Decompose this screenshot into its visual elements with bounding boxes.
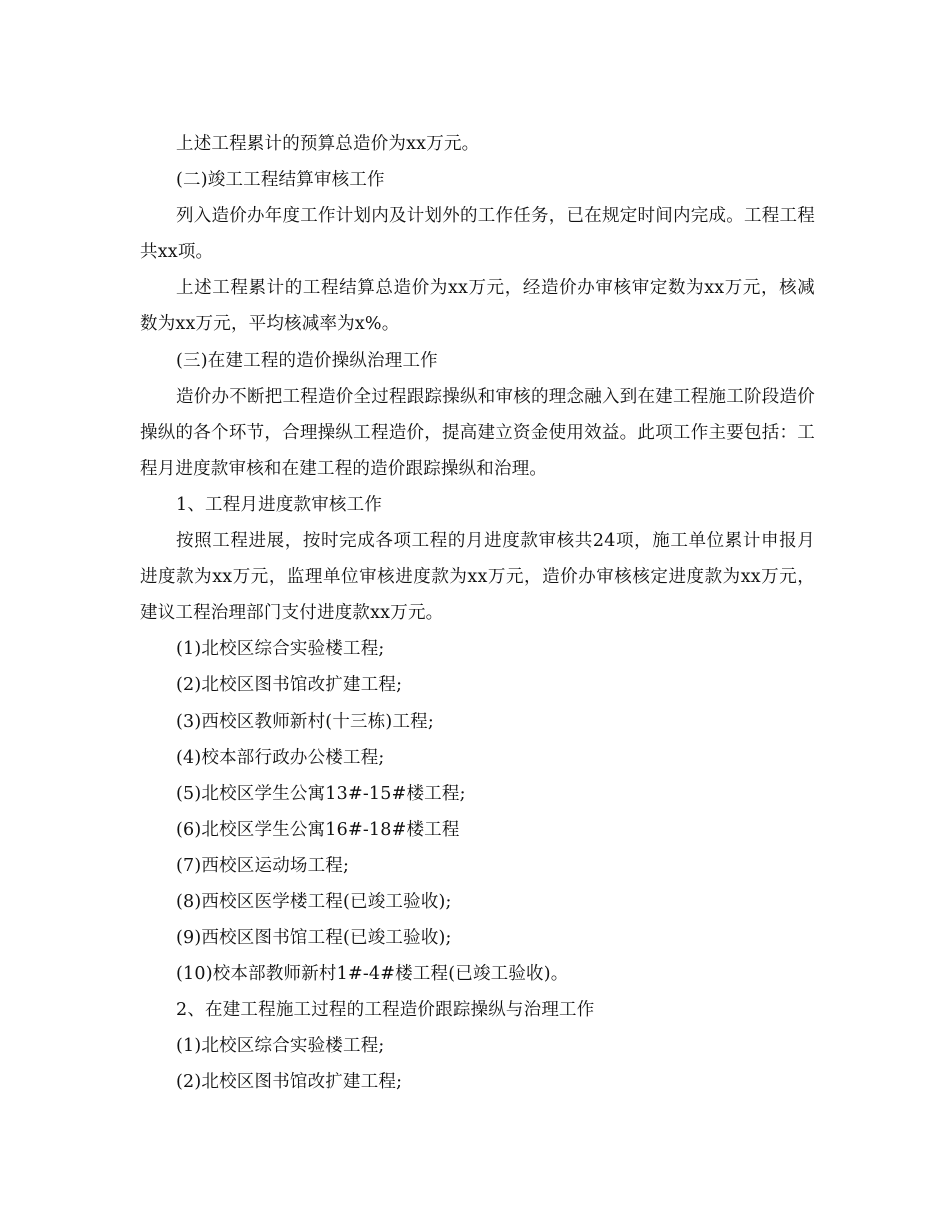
list-item: (9)西校区图书馆工程(已竣工验收);	[176, 928, 452, 949]
list-item: (6)北校区学生公寓16#-18#楼工程	[176, 819, 460, 840]
list-item: (3)西校区教师新村(十三栋)工程;	[176, 711, 434, 732]
list-item: (4)校本部行政办公楼工程;	[176, 747, 385, 768]
paragraph-task-completion: 列入造价办年度工作计划内及计划外的工作任务，已在规定时间内完成。工程工程共xx项。	[140, 206, 815, 263]
list-item: (1)北校区综合实验楼工程;	[176, 1036, 385, 1057]
list-item: (5)北校区学生公寓13#-15#楼工程;	[176, 783, 466, 804]
heading-completed-settlement: (二)竣工工程结算审核工作	[176, 170, 385, 191]
list-item: (2)北校区图书馆改扩建工程;	[176, 675, 403, 696]
heading-monthly-progress-review: 1、工程月进度款审核工作	[176, 494, 383, 515]
heading-construction-tracking: 2、在建工程施工过程的工程造价跟踪操纵与治理工作	[176, 1000, 595, 1021]
paragraph-settlement-total: 上述工程累计的工程结算总造价为xx万元，经造价办审核审定数为xx万元，核减数为xx万元，平均核减率为x%。	[140, 278, 815, 335]
paragraph-budget-total: 上述工程累计的预算总造价为xx万元。	[176, 134, 480, 154]
paragraph-monthly-progress-detail: 按照工程进展，按时完成各项工程的月进度款审核共24项，施工单位累计申报月进度款为xx万元，监理单位审核进度款为xx万元，造价办审核核定进度款为xx万元，建议工程治理部门支付进度款xx万元。	[140, 531, 815, 624]
list-item: (7)西校区运动场工程;	[176, 855, 350, 876]
document-body	[140, 126, 815, 1101]
heading-construction-cost-control: (三)在建工程的造价操纵治理工作	[176, 350, 438, 371]
list-item: (10)校本部教师新村1#-4#楼工程(已竣工验收)。	[176, 964, 569, 985]
list-item: (8)西校区医学楼工程(已竣工验收);	[176, 891, 452, 912]
list-item: (1)北校区综合实验楼工程;	[176, 639, 385, 660]
paragraph-cost-control-description: 造价办不断把工程造价全过程跟踪操纵和审核的理念融入到在建工程施工阶段造价操纵的各个环节，合理操纵工程造价，提高建立资金使用效益。此项工作主要包括：工程月进度款审核和在建工程的造价跟踪操纵和治理。	[140, 386, 815, 479]
list-item: (2)北校区图书馆改扩建工程;	[176, 1072, 403, 1093]
